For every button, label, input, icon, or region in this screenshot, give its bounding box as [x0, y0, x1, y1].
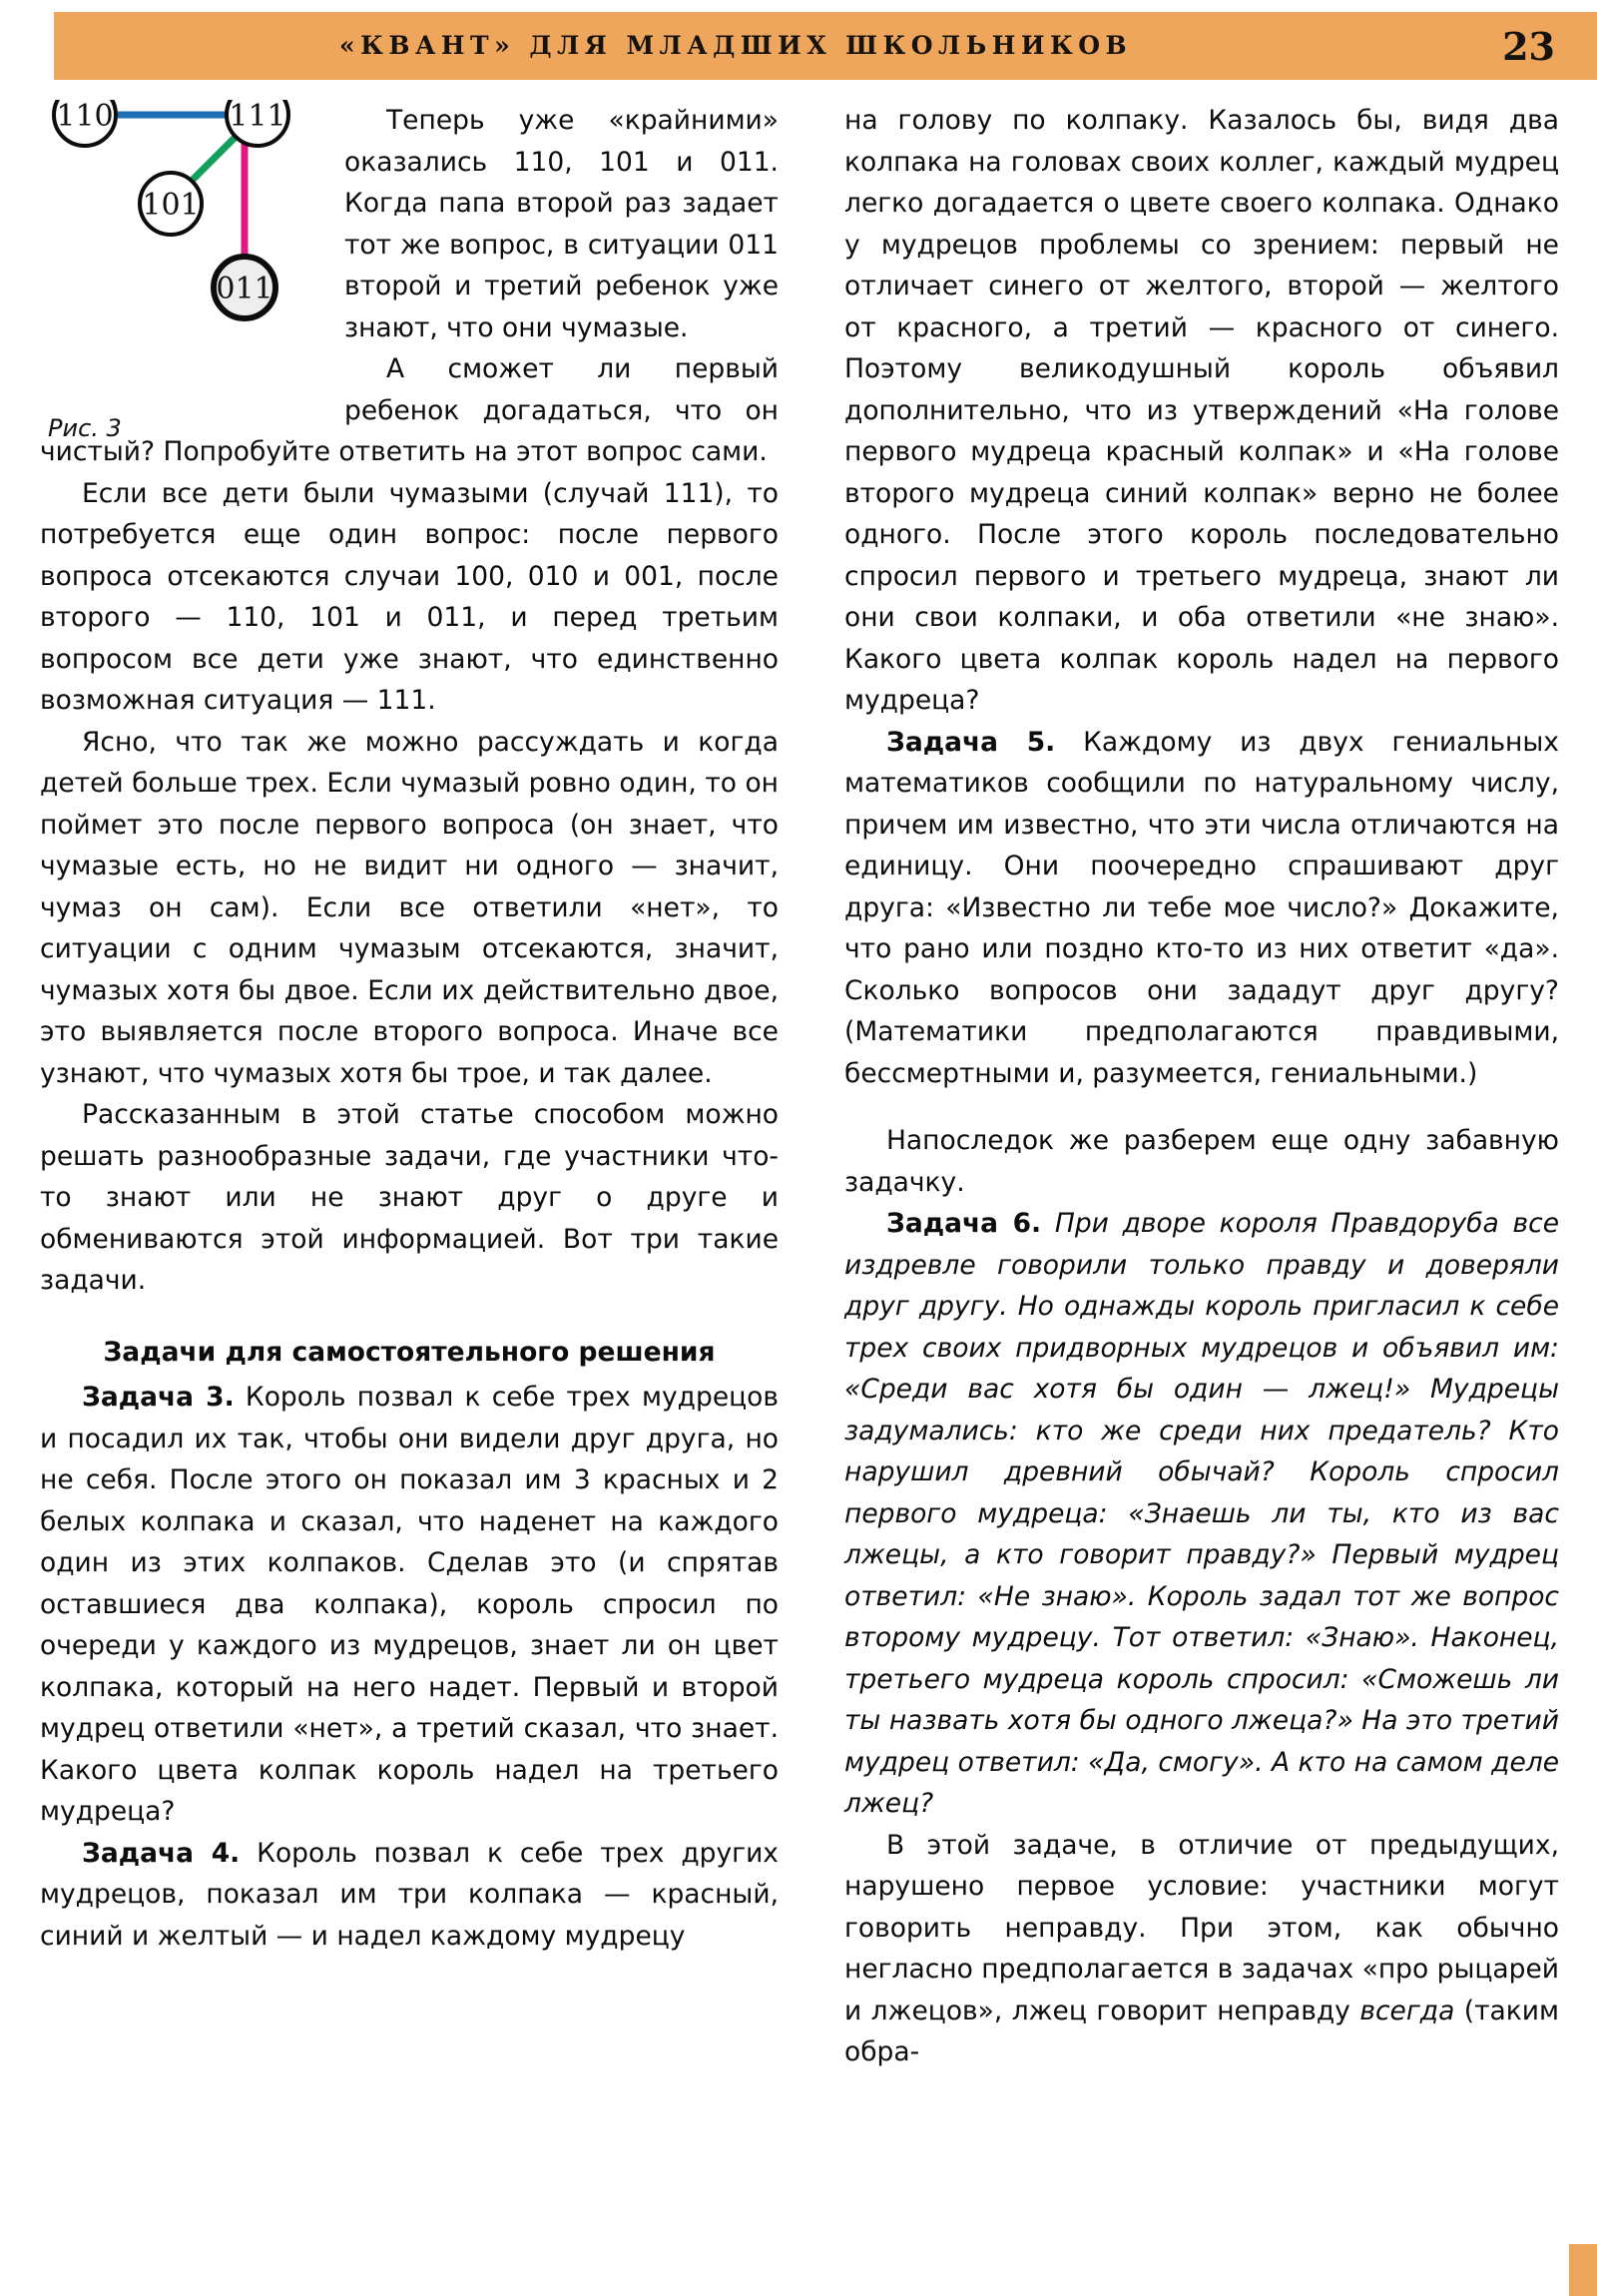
task-6-paragraph	[844, 1203, 1559, 1825]
graph-node-101-label: 101	[142, 188, 200, 223]
graph-node-111-label: 111	[229, 100, 286, 134]
task-3-paragraph	[40, 1377, 779, 1833]
right-text-column	[844, 100, 1559, 2073]
paragraph-right-2: Напоследок же разберем еще одну забавную задачку.	[844, 1125, 1559, 1198]
task-3-label: Задача 3.	[82, 1382, 235, 1413]
paragraph-right-3-part-a: В этой задаче, в отличие от предыдущих, нарушено первое условие: участники могут говорить неправду. При этом, как обычно негласно предполагается в задачах «про рыцарей и лжецов», лжец говорит неправду	[844, 1829, 1559, 2026]
task-5-label: Задача 5.	[886, 726, 1056, 758]
task-4-paragraph	[40, 1833, 779, 1958]
task-6-label: Задача 6.	[886, 1208, 1042, 1239]
figure-caption: Рис. 3	[48, 414, 122, 442]
task-5-paragraph	[844, 722, 1559, 1095]
paragraph-left-3: Если все дети были чумазыми (случай 111), то потребуется еще один вопрос: после первого вопроса отсекаются случаи 100, 010 и 001, после второго — 110, 101 и 011, и перед третьим вопросом все дети уже знают, что единственно возможная ситуация — 111.	[40, 477, 779, 716]
task-5-text: Каждому из двух гениальных математиков сообщили по натуральному числу, причем им известно, что эти числа отличаются на единицу. Они поочередно спрашивают друг друга: «Известно ли тебе мое число?» Докажите, что рано или поздно кто-то из них ответит «да». Сколько вопросов они зададут друг другу? (Математики предполагаются правдивыми, бессмертными и, разумеется, гениальными.)	[844, 726, 1559, 1089]
paragraph-right-1: на голову по колпаку. Казалось бы, видя два колпака на головах своих коллег, каждый мудрец легко догадается о цвете своего колпака. Однако у мудрецов проблемы со зрением: первый не отличает синего от желтого, второй — желтого от красного, а третий — красного от синего. Поэтому великодушный король объявил дополнительно, что из утверждений «На голове первого мудреца красный колпак» и «На голове второго мудреца синий колпак» верно не более одного. После этого король последовательно спросил первого и третьего мудреца, знают ли они свои колпаки, и оба ответили «не знаю». Какого цвета колпак король надел на первого мудреца?	[844, 105, 1559, 716]
page-title: «КВАНТ» ДЛЯ МЛАДШИХ ШКОЛЬНИКОВ	[339, 31, 1133, 60]
figure-reserved-space	[40, 100, 344, 414]
paragraph-spacer	[844, 1094, 1559, 1120]
section-heading-tasks: Задачи для самостоятельного решения	[103, 1336, 716, 1368]
paragraph-right-3	[844, 1825, 1559, 2073]
emphasis-always: всегда	[1359, 1995, 1455, 2026]
task-6-text: При дворе короля Правдоруба все издревле говорили только правду и доверяли друг другу. Но однажды король пригласил к себе трех своих придворных мудрецов и объявил им: «Среди вас хотя бы один — лжец!» Мудрецы задумались: кто же среди них предатель? Кто нарушил древний обычай? Король спросил первого мудреца: «Знаешь ли ты, кто из вас лжецы, а кто говорит правду?» Первый мудрец ответил: «Не знаю». Король задал тот же вопрос второму мудрецу. Тот ответил: «Знаю». Наконец, третьего мудреца король спросил: «Сможешь ли ты назвать хотя бы одного лжеца?» На это третий мудрец ответил: «Да, смогу». А кто на самом деле лжец?	[844, 1208, 1559, 1819]
task-4-text: Король позвал к себе трех других мудрецов, показал им три колпака — красный, синий и желтый — и надел каждому мудрецу	[40, 1837, 779, 1952]
paragraph-right-3-part-b: (таким обра-	[844, 1995, 1559, 2067]
page-number: 23	[1502, 24, 1555, 69]
paragraph-left-2: А сможет ли первый ребенок догадаться, что он чистый? Попробуйте ответить на этот вопрос сами.	[40, 353, 779, 467]
paragraph-left-5: Рассказанным в этой статье способом можно решать разнообразные задачи, где участники что-то знают или не знают друг о друге и обмениваются этой информацией. Вот три такие задачи.	[40, 1099, 779, 1296]
task-4-label: Задача 4.	[82, 1837, 241, 1869]
corner-marker	[1569, 2244, 1597, 2296]
graph-node-011-label: 011	[216, 272, 273, 306]
left-text-column	[40, 100, 779, 1957]
task-3-text: Король позвал к себе трех мудрецов и посадил их так, чтобы они видели друг друга, но не себя. После этого он показал им 3 красных и 2 белых колпака и сказал, что наденет на каждого один из этих колпаков. Сделав это (и спрятав оставшиеся два колпака), король спросил по очереди у каждого из мудрецов, знает ли он цвет колпака, который на него надет. Первый и второй мудрец ответили «нет», а третий сказал, что знает. Какого цвета колпак король надел на третьего мудреца?	[40, 1382, 779, 1827]
graph-node-110-label: 110	[56, 100, 114, 134]
paragraph-left-1: Теперь уже «крайними» оказались 110, 101 и 011. Когда папа второй раз задает тот же вопрос, в ситуации 011 второй и третий ребенок уже знают, что они чумазые.	[344, 105, 779, 343]
paragraph-left-4: Ясно, что так же можно рассуждать и когда детей больше трех. Если чумазый ровно один, то он поймет это после первого вопроса (он знает, что чумазые есть, но не видит ни одного — значит, чумаз он сам). Если все ответили «нет», то ситуации с одним чумазым отсекаются, значит, чумазых хотя бы двое. Если их действительно двое, это выявляется после второго вопроса. Иначе все узнают, что чумазых хотя бы трое, и так далее.	[40, 726, 779, 1089]
